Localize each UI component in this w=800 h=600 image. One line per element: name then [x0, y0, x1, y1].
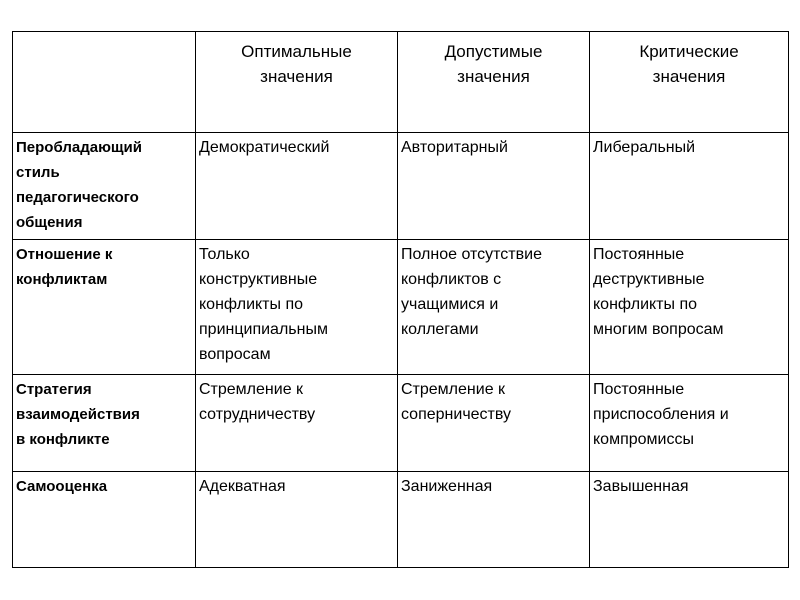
- row-header-self-esteem: [13, 472, 196, 568]
- table-cell: [590, 375, 789, 472]
- column-header-optimal: [196, 32, 398, 133]
- column-header-label: Оптимальные значения: [241, 42, 352, 86]
- table-corner-cell: [13, 32, 196, 133]
- table-cell: [196, 133, 398, 240]
- row-header-strategy: [13, 375, 196, 472]
- cell-text: Заниженная: [401, 478, 493, 495]
- row-header-conflicts: [13, 240, 196, 375]
- cell-text: Адекватная: [199, 478, 286, 495]
- column-header-label: Критические значения: [639, 42, 739, 86]
- cell-text: Постоянные приспособления и компромиссы: [593, 381, 729, 448]
- table-row: [13, 240, 789, 375]
- table-header-row: [13, 32, 789, 133]
- table-cell: [196, 240, 398, 375]
- column-header-label: Допустимые значения: [444, 42, 543, 86]
- table-cell: [196, 375, 398, 472]
- table-cell: [398, 375, 590, 472]
- table-row: [13, 133, 789, 240]
- table-cell: [590, 472, 789, 568]
- row-header-label: Стратегия взаимодействия в конфликте: [16, 381, 140, 448]
- cell-text: Полное отсутствие конфликтов с учащимися и коллегами: [401, 246, 542, 338]
- table-cell: [398, 472, 590, 568]
- table-cell: [590, 133, 789, 240]
- cell-text: Постоянные деструктивные конфликты по многим вопросам: [593, 246, 724, 338]
- cell-text: Стремление к соперничеству: [401, 381, 512, 423]
- row-header-style: [13, 133, 196, 240]
- row-header-label: Отношение к конфликтам: [16, 246, 113, 288]
- cell-text: Демократический: [199, 139, 330, 156]
- row-header-label: Самооценка: [16, 478, 108, 495]
- table-cell: [398, 133, 590, 240]
- cell-text: Стремление к сотрудничеству: [199, 381, 316, 423]
- cell-text: Авторитарный: [401, 139, 508, 156]
- cell-text: Только конструктивные конфликты по принципиальным вопросам: [199, 246, 328, 363]
- cell-text: Либеральный: [593, 139, 696, 156]
- comparison-table: [12, 31, 789, 568]
- table-cell: [398, 240, 590, 375]
- table-row: [13, 472, 789, 568]
- table-row: [13, 375, 789, 472]
- cell-text: Завышенная: [593, 478, 689, 495]
- row-header-label: Перобладающий стиль педагогического общения: [16, 139, 142, 231]
- table-cell: [590, 240, 789, 375]
- column-header-acceptable: [398, 32, 590, 133]
- column-header-critical: [590, 32, 789, 133]
- table-cell: [196, 472, 398, 568]
